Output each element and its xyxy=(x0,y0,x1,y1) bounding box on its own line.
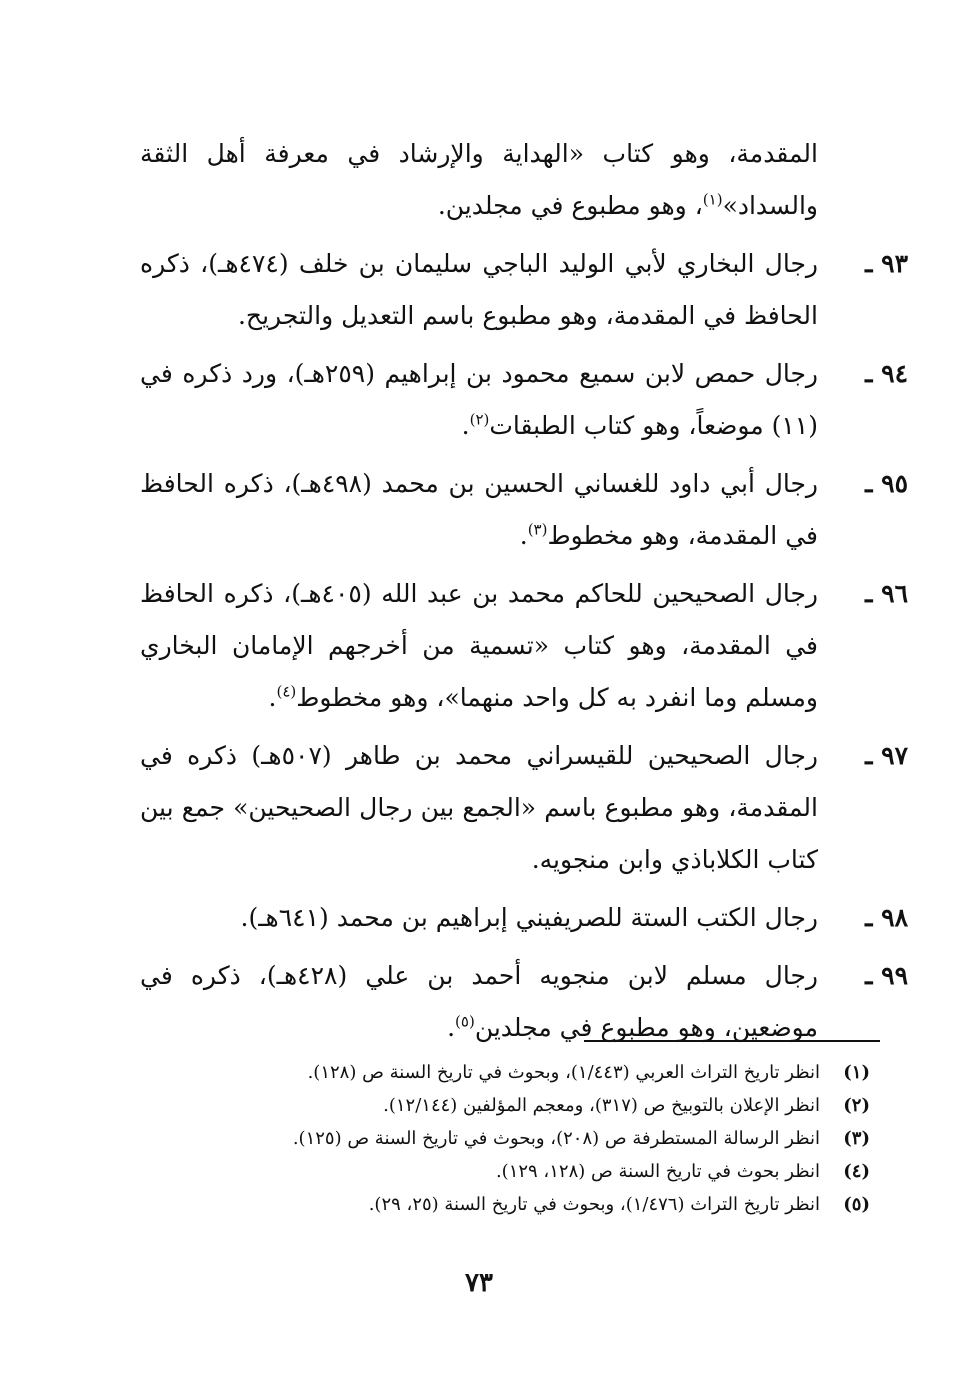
entry-95 xyxy=(140,458,908,562)
footnote-2 xyxy=(230,1089,870,1122)
intro-paragraph xyxy=(140,128,818,232)
entry-94 xyxy=(140,348,908,452)
entry-tail: . xyxy=(447,1013,456,1042)
entry-text: رجال الكتب الستة للصريفيني إبراهيم بن محمد (٦٤١هـ). xyxy=(240,903,818,932)
footnote-number: (٤) xyxy=(843,1161,870,1182)
footnote-5 xyxy=(230,1188,870,1221)
footnote-ref: (٣) xyxy=(527,520,548,539)
main-text xyxy=(140,128,908,1054)
entry-number: ٩٨ ـ xyxy=(865,903,908,932)
footnote-3 xyxy=(230,1122,870,1155)
footnote-number: (٣) xyxy=(843,1128,870,1149)
footnote-number: (٥) xyxy=(843,1194,870,1215)
entry-96 xyxy=(140,568,908,724)
footnotes xyxy=(230,1056,870,1221)
entry-93 xyxy=(140,238,908,342)
footnote-text: انظر بحوث في تاريخ السنة ص (١٢٨، ١٢٩). xyxy=(495,1161,820,1182)
intro-tail: ، وهو مطبوع في مجلدين. xyxy=(437,191,703,220)
entry-number: ٩٥ ـ xyxy=(865,469,908,498)
entry-number: ٩٣ ـ xyxy=(865,249,908,278)
footnote-text: انظر تاريخ التراث (١/٤٧٦)، وبحوث في تاريخ السنة (٢٥، ٢٩). xyxy=(368,1194,820,1215)
footnote-number: (١) xyxy=(843,1062,870,1083)
entry-tail: . xyxy=(268,683,277,712)
entry-number: ٩٧ ـ xyxy=(865,741,908,770)
entry-text: رجال مسلم لابن منجويه أحمد بن علي (٤٢٨هـ)، ذكره في موضعين، وهو مطبوع في مجلدين xyxy=(140,961,818,1042)
entry-text: رجال أبي داود للغساني الحسين بن محمد (٤٩٨هـ)، ذكره الحافظ في المقدمة، وهو مخطوط xyxy=(140,469,819,550)
footnote-ref: (٥) xyxy=(455,1012,475,1031)
footnote-ref: (١) xyxy=(702,190,723,209)
entry-tail: . xyxy=(461,411,470,440)
footnote-4 xyxy=(230,1155,870,1188)
entry-text: رجال البخاري لأبي الوليد الباجي سليمان بن خلف (٤٧٤هـ)، ذكره الحافظ في المقدمة، وهو مطبوع باسم التعديل والتجريح. xyxy=(140,249,818,330)
entry-tail: . xyxy=(519,521,528,550)
footnote-ref: (٢) xyxy=(469,410,490,429)
entry-text: رجال الصحيحين للحاكم محمد بن عبد الله (٤٠٥هـ)، ذكره الحافظ في المقدمة، وهو كتاب «تسمية من أخرجهم الإمامان البخاري ومسلم وما انفرد به كل واحد منهما»، وهو مخطوط xyxy=(140,579,818,712)
footnote-ref: (٤) xyxy=(276,682,297,701)
entry-97 xyxy=(140,730,908,886)
footnote-divider xyxy=(584,1040,880,1042)
entry-number: ٩٩ ـ xyxy=(865,961,908,990)
footnote-text: انظر الرسالة المستطرفة ص (٢٠٨)، وبحوث في تاريخ السنة ص (١٢٥). xyxy=(292,1128,820,1149)
entry-99 xyxy=(140,950,908,1054)
entry-text: رجال الصحيحين للقيسراني محمد بن طاهر (٥٠٧هـ) ذكره في المقدمة، وهو مطبوع باسم «الجمع بين رجال الصحيحين» جمع بين كتاب الكلاباذي وابن منجويه. xyxy=(140,741,818,874)
footnote-number: (٢) xyxy=(843,1095,870,1116)
entry-98 xyxy=(140,892,908,944)
footnote-1 xyxy=(230,1056,870,1089)
entry-number: ٩٤ ـ xyxy=(865,359,908,388)
footnote-text: انظر الإعلان بالتوبيخ ص (٣١٧)، ومعجم المؤلفين (١٢/١٤٤). xyxy=(383,1095,820,1116)
footnote-text: انظر تاريخ التراث العربي (١/٤٤٣)، وبحوث في تاريخ السنة ص (١٢٨). xyxy=(307,1062,820,1083)
entry-text: رجال حمص لابن سميع محمود بن إبراهيم (٢٥٩هـ)، ورد ذكره في (١١) موضعاً، وهو كتاب الطبقات xyxy=(140,359,818,440)
intro-text: المقدمة، وهو كتاب «الهداية والإرشاد في معرفة أهل الثقة والسداد» xyxy=(140,139,818,220)
page-number: ٧٣ xyxy=(465,1268,493,1298)
entry-number: ٩٦ ـ xyxy=(865,579,908,608)
